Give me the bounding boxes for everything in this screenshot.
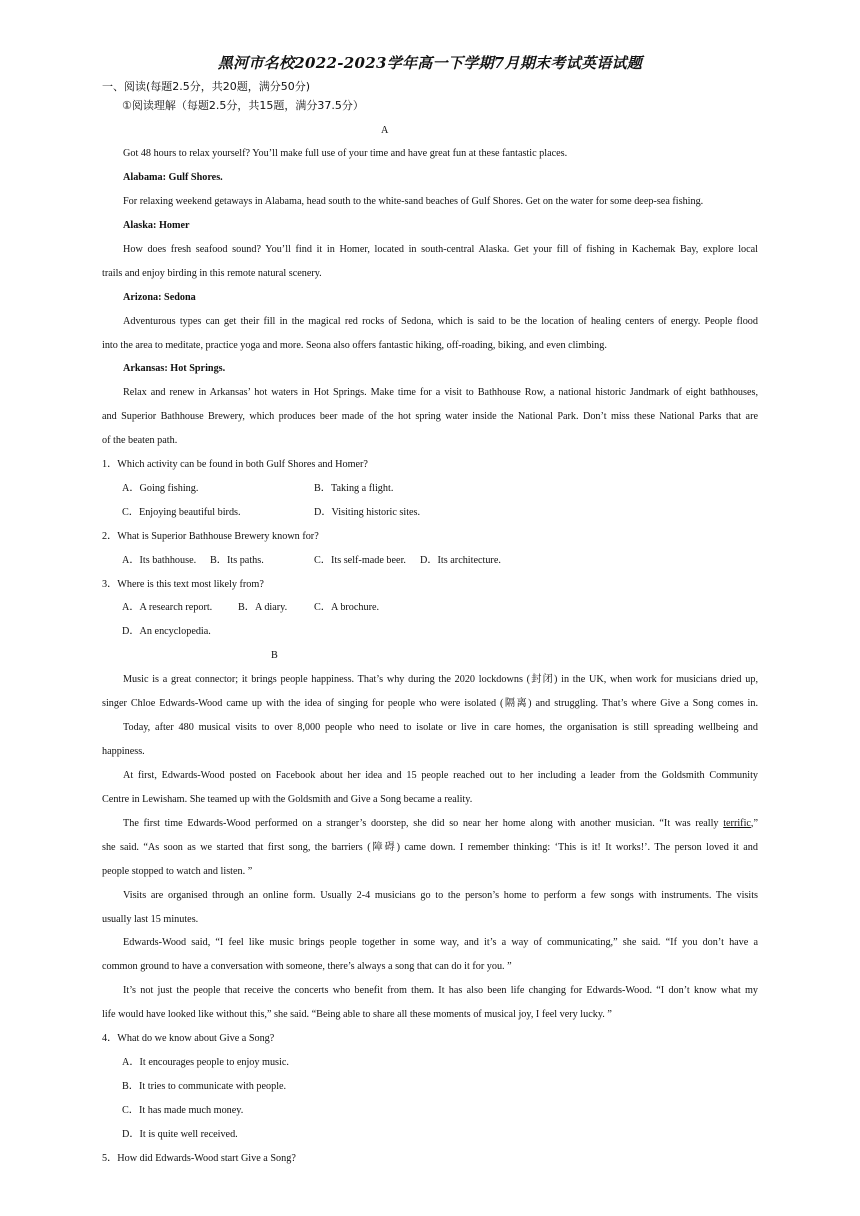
question-4-stem: 4．What do we know about Give a Song? <box>102 1033 275 1044</box>
paragraph-hot-springs-line2: and Superior Bathhouse Brewery, which produces beer made of the hot spring water inside the National Park. Don’t miss these National Parks that are <box>102 411 758 422</box>
question-2-option-d: D．Its architecture. <box>420 555 501 566</box>
question-4-option-d: D．It is quite well received. <box>122 1129 238 1140</box>
question-4-option-a: A．It encourages people to enjoy music. <box>122 1057 289 1068</box>
underlined-word-terrific: terrific <box>723 818 751 829</box>
passage-b-p4-line3: people stopped to watch and listen. ” <box>102 866 253 877</box>
question-4-option-b: B．It tries to communicate with people. <box>122 1081 287 1092</box>
question-1-option-a: A．Going fishing. <box>122 483 199 494</box>
paragraph-hot-springs-line3: of the beaten path. <box>102 435 178 446</box>
question-3-option-b: B．A diary. <box>238 602 288 613</box>
passage-b-p2-line1: Today, after 480 musical visits to over 8,000 people who need to isolate or live in care homes, the organisation is still spreading wellbeing and <box>123 722 758 733</box>
paragraph-homer-line1: How does fresh seafood sound? You’ll find it in Homer, located in south-central Alaska. Get your fill of fishing in Kachemak Bay, explore local <box>123 244 758 255</box>
passage-b-p6-line1: Edwards-Wood said, “I feel like music brings people together in some way, and it’s a way of communicating,” she said. “If you don’t have a <box>123 937 758 948</box>
paragraph-hot-springs-line1: Relax and renew in Arkansas’ hot waters in Hot Springs. Make time for a visit to Bathhouse Row, a national historic Jandmark of eight bathhouses, <box>123 387 758 398</box>
passage-b-p5-line2: usually last 15 minutes. <box>102 914 199 925</box>
passage-b-p4-quote-end: ,” <box>750 818 758 829</box>
passage-b-p7-line2: life would have looked like without this,” she said. “Being able to share all these moments of musical joy, I feel very lucky. ” <box>102 1009 612 1020</box>
question-2-stem: 2．What is Superior Bathhouse Brewery known for? <box>102 531 319 542</box>
paragraph-homer-line2: trails and enjoy birding in this remote natural scenery. <box>102 268 322 279</box>
passage-b-label: B <box>271 650 278 661</box>
passage-b-p3-line2: Centre in Lewisham. She teamed up with the Goldsmith and Give a Song became a reality. <box>102 794 473 805</box>
question-5-stem: 5．How did Edwards-Wood start Give a Song? <box>102 1153 296 1164</box>
question-3-option-d: D．An encyclopedia. <box>122 626 211 637</box>
passage-b-p4-line2: she said. “As soon as we started that first song, the barriers (障碍) came down. I remember thinking: ‘This is it! It works!’. The person loved it and <box>102 842 758 853</box>
section-heading: 一、阅读(每题2.5分，共20题，满分50分) <box>102 80 311 93</box>
place-heading-gulf-shores: Alabama: Gulf Shores. <box>123 172 223 183</box>
passage-b-p6-line2: common ground to have a conversation with someone, there’s always a song that can do it for you. ” <box>102 961 512 972</box>
paragraph-sedona-line2: into the area to meditate, practice yoga and more. Seona also offers fantastic hiking, off-roading, biking, and even climbing. <box>102 340 607 351</box>
passage-b-p5-line1: Visits are organised through an online form. Usually 2-4 musicians go to the person’s home to perform a few songs with instruments. The visits <box>123 890 758 901</box>
subsection-heading: ①阅读理解（每题2.5分，共15题，满分37.5分） <box>122 99 364 112</box>
passage-b-p4-line1 <box>123 817 758 831</box>
passage-b-p3-line1: At first, Edwards-Wood posted on Facebook about her idea and 15 people reached out to her including a leader from the Goldsmith Community <box>123 770 758 781</box>
page-title: 黑河市名校2022-2023学年高一下学期7月期末考试英语试题 <box>217 54 643 72</box>
question-1-option-c: C．Enjoying beautiful birds. <box>122 507 241 518</box>
question-4-option-c: C．It has made much money. <box>122 1105 244 1116</box>
question-3-stem: 3．Where is this text most likely from? <box>102 579 264 590</box>
question-2-option-a: A．Its bathhouse. <box>122 555 197 566</box>
place-heading-sedona: Arizona: Sedona <box>123 292 196 303</box>
paragraph-sedona-line1: Adventurous types can get their fill in the magical red rocks of Sedona, which is said to be the location of healing centers of energy. People flood <box>123 316 758 327</box>
passage-b-p1-line1: Music is a great connector; it brings people happiness. That’s why during the 2020 lockdowns (封闭) in the UK, when work for musicians dried up, <box>123 674 758 685</box>
question-3-option-c: C．A brochure. <box>314 602 380 613</box>
question-1-stem: 1．Which activity can be found in both Gulf Shores and Homer? <box>102 459 368 470</box>
question-2-option-b: B．Its paths. <box>210 555 264 566</box>
passage-a-intro: Got 48 hours to relax yourself? You’ll make full use of your time and have great fun at these fantastic places. <box>123 148 568 159</box>
passage-b-p2-line2: happiness. <box>102 746 145 757</box>
place-heading-homer: Alaska: Homer <box>123 220 190 231</box>
passage-a-label: A <box>381 125 389 136</box>
passage-b-p4-text: The first time Edwards-Wood performed on a stranger’s doorstep, she did so near her home along with another musician. “It was really <box>123 818 724 829</box>
paragraph-gulf-shores: For relaxing weekend getaways in Alabama, head south to the white-sand beaches of Gulf Shores. Get on the water for some deep-sea fishing. <box>123 196 704 207</box>
question-1-option-b: B．Taking a flight. <box>314 483 394 494</box>
question-1-option-d: D．Visiting historic sites. <box>314 507 421 518</box>
passage-b-p1-line2: singer Chloe Edwards-Wood came up with the idea of singing for people who were isolated (隔离) and struggling. That’s where Give a Song comes in. <box>102 698 758 709</box>
question-3-option-a: A．A research report. <box>122 602 213 613</box>
passage-b-p7-line1: It’s not just the people that receive the concerts who benefit from them. It has also been life changing for Edwards-Wood. “I don’t know what my <box>123 985 758 996</box>
place-heading-hot-springs: Arkansas: Hot Springs. <box>123 363 226 374</box>
question-2-option-c: C．Its self-made beer. <box>314 555 406 566</box>
